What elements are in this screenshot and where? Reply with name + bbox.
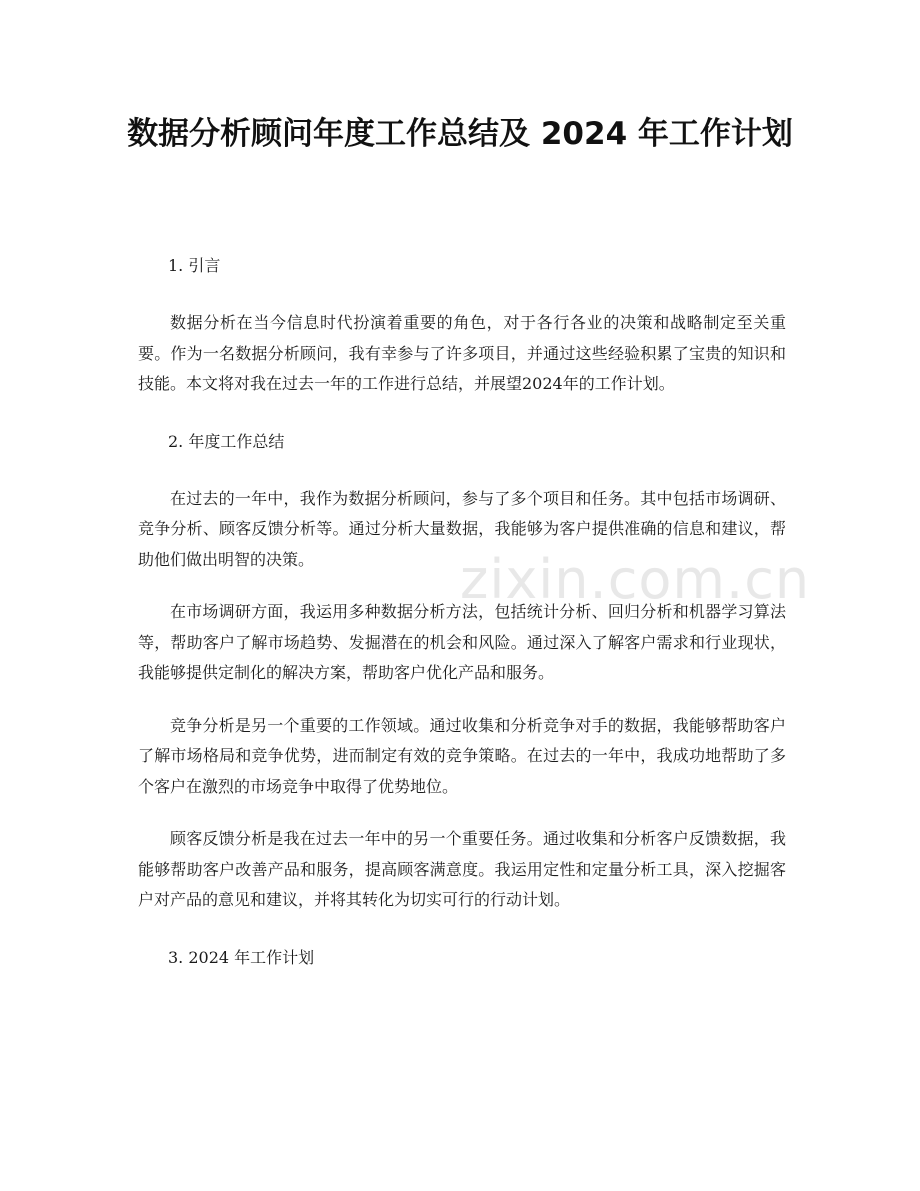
- document-body: [138, 246, 786, 1000]
- section-heading-work-plan: 3. 2024 年工作计划: [168, 947, 315, 967]
- paragraph: 在过去的一年中，我作为数据分析顾问，参与了多个项目和任务。其中包括市场调研、竞争分析、顾客反馈分析等。通过分析大量数据，我能够为客户提供准确的信息和建议，帮助他们做出明智的决策。: [138, 488, 786, 569]
- paragraph: 竞争分析是另一个重要的工作领域。通过收集和分析竞争对手的数据，我能够帮助客户了解市场格局和竞争优势，进而制定有效的竞争策略。在过去的一年中，我成功地帮助了多个客户在激烈的市场竞争中取得了优势地位。: [138, 715, 786, 796]
- paragraph: 数据分析在当今信息时代扮演着重要的角色，对于各行各业的决策和战略制定至关重要。作为一名数据分析顾问，我有幸参与了许多项目，并通过这些经验积累了宝贵的知识和技能。本文将对我在过去一年的工作进行总结，并展望2024年的工作计划。: [138, 313, 786, 393]
- section-heading-intro: 1. 引言: [168, 256, 221, 275]
- paragraph: 在市场调研方面，我运用多种数据分析方法，包括统计分析、回归分析和机器学习算法等，帮助客户了解市场趋势、发掘潜在的机会和风险。通过深入了解客户需求和行业现状，我能够提供定制化的解决方案，帮助客户优化产品和服务。: [138, 602, 786, 682]
- paragraph: 顾客反馈分析是我在过去一年中的另一个重要任务。通过收集和分析客户反馈数据，我能够帮助客户改善产品和服务，提高顾客满意度。我运用定性和定量分析工具，深入挖掘客户对产品的意见和建议，并将其转化为切实可行的行动计划。: [138, 829, 786, 909]
- document-title: 数据分析顾问年度工作总结及 2024 年工作计划: [127, 116, 793, 152]
- watermark: zixin.com.cn: [460, 548, 811, 611]
- section-heading-annual-summary: 2. 年度工作总结: [168, 431, 285, 451]
